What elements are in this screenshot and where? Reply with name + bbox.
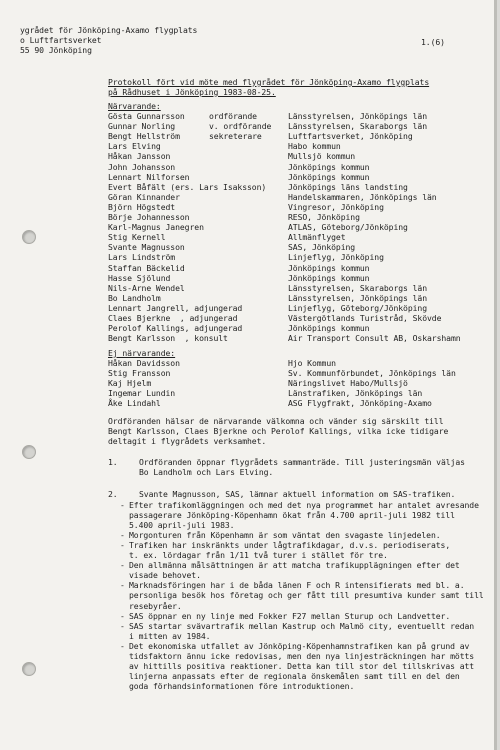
intro-line: deltagit i flygrådets verksamhet.	[108, 436, 267, 447]
item-line: Bo Landholm och Lars Elving.	[139, 467, 274, 478]
attendee-org: Jönköpings kommun	[288, 262, 370, 273]
attendee-name: Göran Kinnander	[108, 191, 180, 202]
attendee-name: Staffan Bäckelid	[108, 262, 185, 273]
sender-line: ygrådet för Jönköping-Axamo flygplats	[20, 25, 198, 35]
attendee-org: Linjeflyg, Göteborg/Jönköping	[288, 302, 427, 313]
attendee-role: v. ordförande	[209, 121, 272, 132]
attendee-name: Evert Båfält (ers. Lars Isaksson)	[108, 181, 267, 192]
attendee-name: Karl-Magnus Janegren	[108, 222, 204, 233]
attendee-name: John Johansson	[108, 161, 176, 172]
punch-hole	[22, 230, 36, 244]
attendee-org: ATLAS, Göteborg/Jönköping	[288, 222, 408, 233]
bullet-line: Det ekonomiska utfallet av Jönköping-Köpenhamnstrafiken kan på grund av	[129, 640, 470, 651]
absent-heading: Ej närvarande:	[108, 348, 176, 358]
bullet-dash: -	[120, 529, 125, 540]
bullet-line: linjerna anpassats efter de regionala önskemålen samt till en del den	[129, 671, 460, 682]
attendee-name: Lennart Jangrell, adjungerad	[108, 302, 243, 313]
attendee-org: Västergötlands Turistråd, Skövde	[288, 313, 442, 323]
absentee-name: Kaj Hjelm	[108, 378, 152, 389]
attendee-org: Jönköpings läns landsting	[288, 181, 408, 192]
bullet-dash: -	[120, 580, 125, 591]
attendee-org: Länsstyrelsen, Jönköpings län	[288, 111, 427, 121]
attendee-org: RESO, Jönköping	[288, 212, 360, 222]
attendee-org: Habo kommun	[288, 141, 341, 152]
absentee-name: Håkan Davidsson	[108, 358, 180, 368]
absentee-org: Sv. Kommunförbundet, Jönköpings län	[288, 368, 456, 379]
absentee-org: ASG Flygfrakt, Jönköping-Axamo	[288, 398, 432, 409]
bullet-line: Den allmänna målsättningen är att matcha trafikupplägningen efter det	[129, 560, 460, 571]
bullet-line: Morgonturen från Köpenhamn är som väntat den svagaste linjedelen.	[129, 529, 441, 540]
attendee-name: Hasse Sjölund	[108, 272, 171, 283]
bullet-line: personliga besök hos företag och ger fått till presumtiva kunder samt till	[129, 590, 484, 601]
bullet-line: Marknadsföringen har i de båda länen F och R intensifierats med bl. a.	[129, 580, 465, 591]
protocol-subtitle: på Rådhuset i Jönköping 1983-08-25.	[108, 87, 276, 97]
bullet-dash: -	[120, 640, 125, 651]
attendee-name: Nils-Arne Wendel	[108, 282, 185, 293]
attendee-org: Länsstyrelsen, Jönköpings län	[288, 292, 427, 303]
attendee-name: Björn Högstedt	[108, 201, 176, 212]
punch-hole	[22, 662, 36, 676]
bullet-line: passagerare Jönköping-Köpenhamn ökat från 4.700 april-juli 1982 till	[129, 509, 455, 520]
page-edge	[494, 0, 497, 750]
attendee-name: Stig Kernell	[108, 232, 166, 243]
bullet-line: 5.400 april-juli 1983.	[129, 519, 235, 530]
attendee-org: SAS, Jönköping	[288, 242, 356, 253]
sender-line: 55 90 Jönköping	[20, 45, 92, 55]
attendee-name: Perolof Kallings, adjungerad	[108, 323, 243, 334]
page-number: 1.(6)	[421, 37, 445, 47]
absentee-name: Åke Lindahl	[108, 398, 161, 409]
attendee-name: Claes Bjerkne , adjungerad	[108, 313, 238, 323]
bullet-dash: -	[120, 560, 125, 571]
item-line: Ordföranden öppnar flygrådets sammanträde. Till justeringsmän väljas	[139, 457, 465, 467]
protocol-title: Protokoll fört vid möte med flygrådet för Jönköping-Axamo flygplats	[108, 77, 430, 87]
attendee-org: Jönköpings kommun	[288, 272, 370, 283]
bullet-line: av hittills positiva reaktioner. Detta kan till stor del tillskrivas att	[129, 661, 475, 672]
attendee-org: Länsstyrelsen, Skaraborgs län	[288, 121, 427, 132]
attendee-org: Vingresor, Jönköping	[288, 201, 384, 212]
attendee-role: sekreterare	[209, 131, 262, 142]
intro-line: Bengt Karlsson, Claes Bjerkne och Perolof Kallings, vilka icke tidigare	[108, 426, 449, 437]
bullet-line: visade behovet.	[129, 570, 201, 581]
attendee-org: Jönköpings kommun	[288, 171, 370, 182]
item-line: Svante Magnusson, SAS, lämnar aktuell information om SAS-trafiken.	[139, 489, 456, 499]
attendee-org: Handelskammaren, Jönköpings län	[288, 191, 437, 202]
sender-line: o Luftfartsverket	[20, 35, 102, 45]
bullet-dash: -	[120, 539, 125, 550]
attendee-name: Lars Elving	[108, 141, 161, 152]
attendee-org: Länsstyrelsen, Skaraborgs län	[288, 282, 427, 293]
absentee-name: Stig Fransson	[108, 368, 171, 379]
attendee-role: ordförande	[209, 111, 257, 121]
attendee-org: Jönköpings kommun	[288, 323, 370, 334]
bullet-line: goda förhandsinformationen före introduktionen.	[129, 681, 355, 692]
bullet-dash: -	[120, 620, 125, 631]
attendee-org: Jönköpings kommun	[288, 161, 370, 172]
absentee-name: Ingemar Lundin	[108, 388, 176, 399]
punch-hole	[22, 445, 36, 459]
bullet-line: t. ex. lördagar från 1/11 två turer i stället för tre.	[129, 550, 388, 560]
attendee-name: Gösta Gunnarsson	[108, 111, 185, 121]
bullet-line: resebyråer.	[129, 600, 182, 611]
intro-line: Ordföranden hälsar de närvarande välkomna och vänder sig särskilt till	[108, 416, 444, 426]
attendee-name: Lars Lindström	[108, 252, 176, 263]
attendee-name: Svante Magnusson	[108, 242, 185, 253]
present-heading: Närvarande:	[108, 101, 161, 111]
bullet-line: SAS startar svävartrafik mellan Kastrup och Malmö city, eventuellt redan	[129, 620, 475, 631]
absentee-org: Hjo Kommun	[288, 358, 336, 368]
bullet-line: Trafiken har inskränkts under lågtrafikdagar, d.v.s. periodiserats,	[129, 539, 451, 550]
attendee-name: Börje Johannesson	[108, 212, 190, 222]
bullet-line: Efter trafikomläggningen och med det nya programmet har antalet avresande	[129, 499, 479, 510]
absentee-org: Näringslivet Habo/Mullsjö	[288, 378, 408, 389]
bullet-dash: -	[120, 610, 125, 621]
attendee-org: Luftfartsverket, Jönköping	[288, 131, 413, 142]
attendee-name: Bengt Hellström	[108, 131, 180, 142]
attendee-org: Mullsjö kommun	[288, 151, 356, 162]
attendee-name: Håkan Jansson	[108, 151, 171, 162]
attendee-name: Gunnar Norling	[108, 121, 176, 132]
item-number: 1.	[108, 457, 118, 467]
bullet-line: SAS öppnar en ny linje med Fokker F27 mellan Sturup och Landvetter.	[129, 610, 451, 621]
attendee-name: Lennart Nilforsen	[108, 171, 190, 182]
bullet-dash: -	[120, 499, 125, 510]
absentee-org: Länstrafiken, Jönköpings län	[288, 388, 423, 399]
attendee-name: Bengt Karlsson , konsult	[108, 333, 228, 344]
attendee-org: Air Transport Consult AB, Oskarshamn	[288, 333, 461, 344]
bullet-line: tidsfaktorn ännu icke redovisas, men den nya linjesträckningen har mötts	[129, 651, 475, 661]
bullet-line: i mitten av 1984.	[129, 630, 211, 641]
attendee-name: Bo Landholm	[108, 292, 161, 303]
attendee-org: Linjeflyg, Jönköping	[288, 252, 384, 263]
attendee-org: Allmänflyget	[288, 232, 346, 243]
item-number: 2.	[108, 489, 118, 499]
